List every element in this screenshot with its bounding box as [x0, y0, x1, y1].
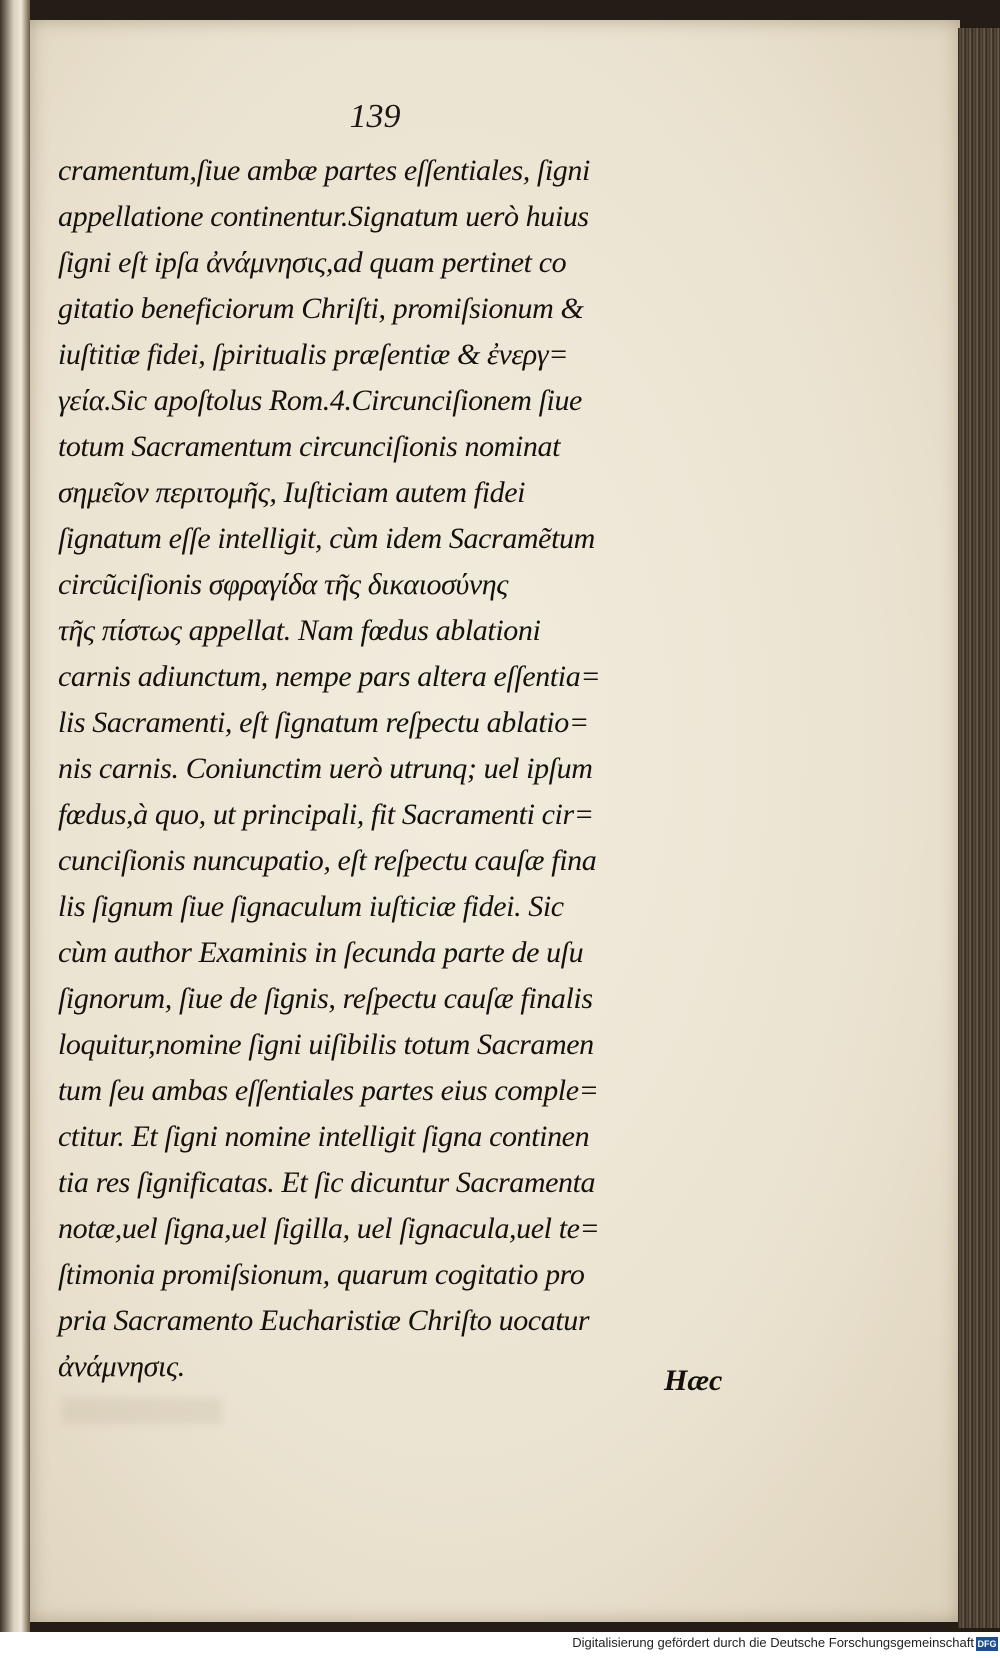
text-block — [58, 148, 718, 1390]
text-line: lis ſignum ſiue ſignaculum iuſticiæ fidei. Sic — [58, 890, 564, 923]
footer-bar — [0, 1632, 1000, 1658]
text-line: pria Sacramento Eucharistiæ Chriſto uocatur — [58, 1304, 590, 1337]
text-line: nis carnis. Coniunctim uerò utrunq; uel ipſum — [58, 752, 593, 785]
text-line: tum ſeu ambas eſſentiales partes eius comple= — [58, 1074, 599, 1107]
text-line: cunciſionis nuncupatio, eſt reſpectu cauſæ fina — [58, 844, 597, 877]
text-line: σημεῖον περιτομῆς, Iuſticiam autem fidei — [58, 476, 526, 509]
text-line: loquitur,nomine ſigni uiſibilis totum Sacramen — [58, 1028, 594, 1061]
text-line: γεία.Sic apoſtolus Rom.4.Circunciſionem ſiue — [58, 384, 582, 417]
text-line: gitatio beneficiorum Chriſti, promiſsionum & — [58, 292, 584, 325]
text-line: cramentum,ſiue ambæ partes eſſentiales, ſigni — [58, 154, 590, 187]
text-line: lis Sacramenti, eſt ſignatum reſpectu ablatio= — [58, 706, 589, 739]
text-line: totum Sacramentum circunciſionis nominat — [58, 430, 560, 463]
ink-offset-smudge — [62, 1398, 222, 1424]
text-line: ſignorum, ſiue de ſignis, reſpectu cauſæ finalis — [58, 982, 593, 1015]
text-line: ἀνάμνησις. — [58, 1350, 185, 1383]
text-line: ſtimonia promiſsionum, quarum cogitatio pro — [58, 1258, 585, 1291]
text-line: carnis adiunctum, nempe pars altera eſſentia= — [58, 660, 601, 693]
catchword: Hæc — [664, 1364, 723, 1397]
text-line: ctitur. Et ſigni nomine intelligit ſigna continen — [58, 1120, 590, 1153]
footer-credit: Digitalisierung gefördert durch die Deutsche Forschungsgemeinschaft — [572, 1635, 974, 1650]
text-line: fœdus,à quo, ut principali, fit Sacramenti cir= — [58, 798, 594, 831]
dfg-logo-icon: DFG — [977, 1639, 997, 1649]
text-line: tia res ſignificatas. Et ſic dicuntur Sacramenta — [58, 1166, 596, 1199]
text-line: circũciſionis σφραγίδα τῆς δικαιοσύνης — [58, 568, 509, 601]
text-line: ſigni eſt ipſa ἀνάμνησις,ad quam pertinet co — [58, 246, 567, 279]
text-line: cùm author Examinis in ſecunda parte de uſu — [58, 936, 584, 969]
page-number: 139 — [349, 98, 401, 135]
text-line: appellatione continentur.Signatum uerò huius — [58, 200, 589, 233]
book-fore-edge — [958, 28, 1000, 1628]
left-page-edge — [0, 0, 30, 1632]
text-line: notæ,uel ſigna,uel ſigilla, uel ſignacula,uel te= — [58, 1212, 600, 1245]
text-line: ſignatum eſſe intelligit, cùm idem Sacramẽtum — [58, 522, 595, 555]
text-line: iuſtitiæ fidei, ſpiritualis præſentiæ & ἐνεργ= — [58, 338, 569, 371]
text-line: τῆς πίστως appellat. Nam fœdus ablationi — [58, 614, 541, 647]
